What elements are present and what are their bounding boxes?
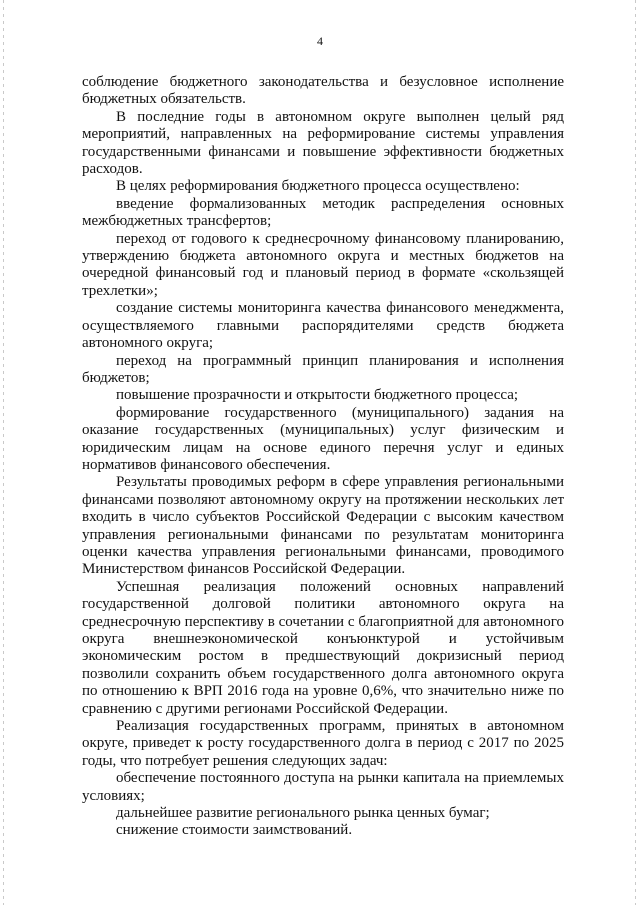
list-item: обеспечение постоянного доступа на рынки капитала на приемлемых условиях;	[82, 770, 564, 804]
list-item: снижение стоимости заимствований.	[116, 822, 353, 839]
page-number: 4	[317, 34, 323, 48]
list-item: повышение прозрачности и открытости бюджетного процесса;	[116, 387, 519, 404]
list-item: переход на программный принцип планирования и исполнения бюджетов;	[82, 352, 564, 386]
scan-edge-left	[3, 0, 4, 905]
paragraph: В целях реформирования бюджетного процесса осуществлено:	[116, 178, 520, 195]
list-item: создание системы мониторинга качества финансового менеджмента, осуществляемого главными распорядителями средств бюджета автономного округа;	[82, 300, 564, 352]
document-body	[82, 74, 564, 840]
list-item: введение формализованных методик распределения основных межбюджетных трансфертов;	[82, 195, 564, 230]
paragraph: Результаты проводимых реформ в сфере управления региональными финансами позволяют автономному округу на протяжении нескольких лет входить в число субъектов Российской Федерации с высоким качеством управления региональными финансами по результатам мониторинга оценки качества управления региональными финансами, проводимого Министерством финансов Российской Федерации.	[82, 474, 564, 578]
list-item: формирование государственного (муниципального) задания на оказание государственных (муниципальных) услуг физическим и юридическим лицам на основе единого перечня услуг и единых нормативов финансового обеспечения.	[82, 404, 564, 473]
scan-edge-right	[635, 0, 636, 905]
paragraph: Реализация государственных программ, принятых в автономном округе, приведет к росту государственного долга в период с 2017 по 2025 годы, что потребует решения следующих задач:	[82, 718, 564, 769]
list-item: переход от годового к среднесрочному финансовому планированию, утверждению бюджета автономного округа и местных бюджетов на очередной финансовый год и плановый период в формате «скользящей трехлетки»;	[82, 230, 564, 299]
paragraph: Успешная реализация положений основных направлений государственной долговой политики автономного округа на среднесрочную перспективу в сочетании с благоприятной для автономного округа внешнеэкономической конъюнктурой и устойчивым экономическим ростом в предшествующий докризисный период позволили сохранить объем государственного долга автономного округа по отношению к ВРП 2016 года на уровне 0,6%, что значительно ниже по сравнению с другими регионами Российской Федерации.	[82, 578, 564, 717]
paragraph: соблюдение бюджетного законодательства и безусловное исполнение бюджетных обязательств.	[82, 74, 564, 108]
list-item: дальнейшее развитие регионального рынка ценных бумаг;	[116, 805, 490, 822]
paragraph: В последние годы в автономном округе выполнен целый ряд мероприятий, направленных на реформирование системы управления государственными финансами и повышение эффективности бюджетных расходов.	[82, 108, 564, 178]
